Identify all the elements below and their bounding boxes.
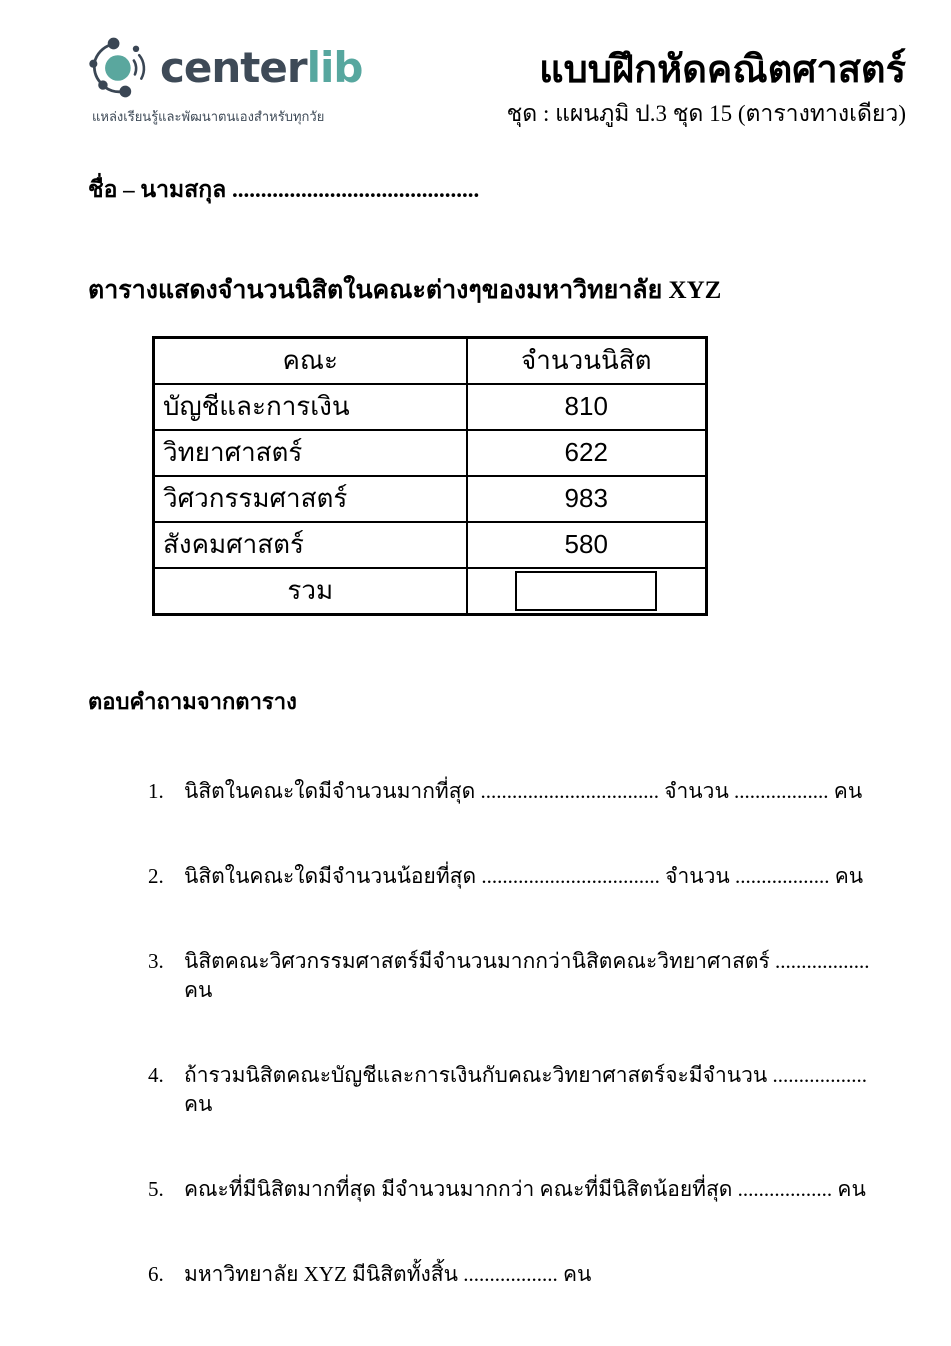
students-table	[152, 336, 708, 616]
count-cell: 983	[467, 476, 707, 522]
logo-tagline: แหล่งเรียนรู้และพัฒนาตนเองสำหรับทุกวัย	[92, 110, 325, 125]
question-number: 3.	[148, 949, 164, 974]
question-number: 5.	[148, 1176, 164, 1201]
question-number: 4.	[148, 1063, 164, 1088]
logo-main	[88, 36, 362, 100]
column-header-count: จำนวนนิสิต	[467, 337, 707, 384]
table-row	[154, 522, 707, 568]
question-text: นิสิตคณะวิศวกรรมศาสตร์มีจำนวนมากกว่านิสิตคณะวิทยาศาสตร์ .................. คน	[184, 949, 870, 1002]
table-header-row	[154, 337, 707, 384]
table-total-row	[154, 568, 707, 615]
question-item	[148, 777, 888, 805]
document-title: แบบฝึกหัดคณิตศาสตร์	[539, 49, 906, 91]
document-subtitle: ชุด : แผนภูมิ ป.3 ชุด 15 (ตารางทางเดียว)	[506, 100, 906, 126]
count-cell: 810	[467, 384, 707, 430]
centerlib-logo	[88, 36, 362, 127]
question-number: 2.	[148, 864, 164, 889]
header-row	[0, 0, 951, 132]
question-number: 1.	[148, 778, 164, 803]
logo-wordmark	[160, 43, 363, 92]
total-value-cell	[467, 568, 707, 615]
table-caption: ตารางแสดงจำนวนนิสิตในคณะต่างๆของมหาวิทยาลัย XYZ	[88, 276, 722, 304]
faculty-cell: สังคมศาสตร์	[154, 522, 467, 568]
table-row	[154, 430, 707, 476]
column-header-faculty: คณะ	[154, 337, 467, 384]
faculty-cell: บัญชีและการเงิน	[154, 384, 467, 430]
count-cell: 622	[467, 430, 707, 476]
question-item	[148, 1175, 888, 1203]
logo-word-center: center	[160, 43, 307, 92]
table-row	[154, 476, 707, 522]
questions-heading: ตอบคำถามจากตาราง	[88, 688, 297, 714]
total-label-cell: รวม	[154, 568, 467, 615]
question-item	[148, 947, 888, 1004]
centerlib-logo-icon	[88, 36, 152, 100]
table-row	[154, 384, 707, 430]
count-cell: 580	[467, 522, 707, 568]
question-text: ถ้ารวมนิสิตคณะบัญชีและการเงินกับคณะวิทยาศาสตร์จะมีจำนวน .................. คน	[184, 1063, 867, 1116]
total-answer-box[interactable]	[515, 571, 657, 611]
faculty-cell: วิทยาศาสตร์	[154, 430, 467, 476]
questions-list	[148, 777, 888, 1289]
title-block	[507, 36, 906, 132]
logo-word-lib: lib	[306, 43, 363, 92]
question-text: นิสิตในคณะใดมีจำนวนมากที่สุด .................................. จำนวน .................. คน	[184, 778, 863, 803]
question-text: นิสิตในคณะใดมีจำนวนน้อยที่สุด .................................. จำนวน .................. คน	[184, 864, 864, 889]
student-name-line: ชื่อ – นามสกุล ...........................................	[88, 176, 480, 202]
question-item	[148, 1061, 888, 1118]
question-item	[148, 1260, 888, 1288]
faculty-cell: วิศวกรรมศาสตร์	[154, 476, 467, 522]
question-text: มหาวิทยาลัย XYZ มีนิสิตทั้งสิ้น .................. คน	[184, 1262, 592, 1287]
question-number: 6.	[148, 1262, 164, 1287]
question-text: คณะที่มีนิสิตมากที่สุด มีจำนวนมากกว่า คณะที่มีนิสิตน้อยที่สุด .................. คน	[184, 1176, 866, 1201]
question-item	[148, 862, 888, 890]
